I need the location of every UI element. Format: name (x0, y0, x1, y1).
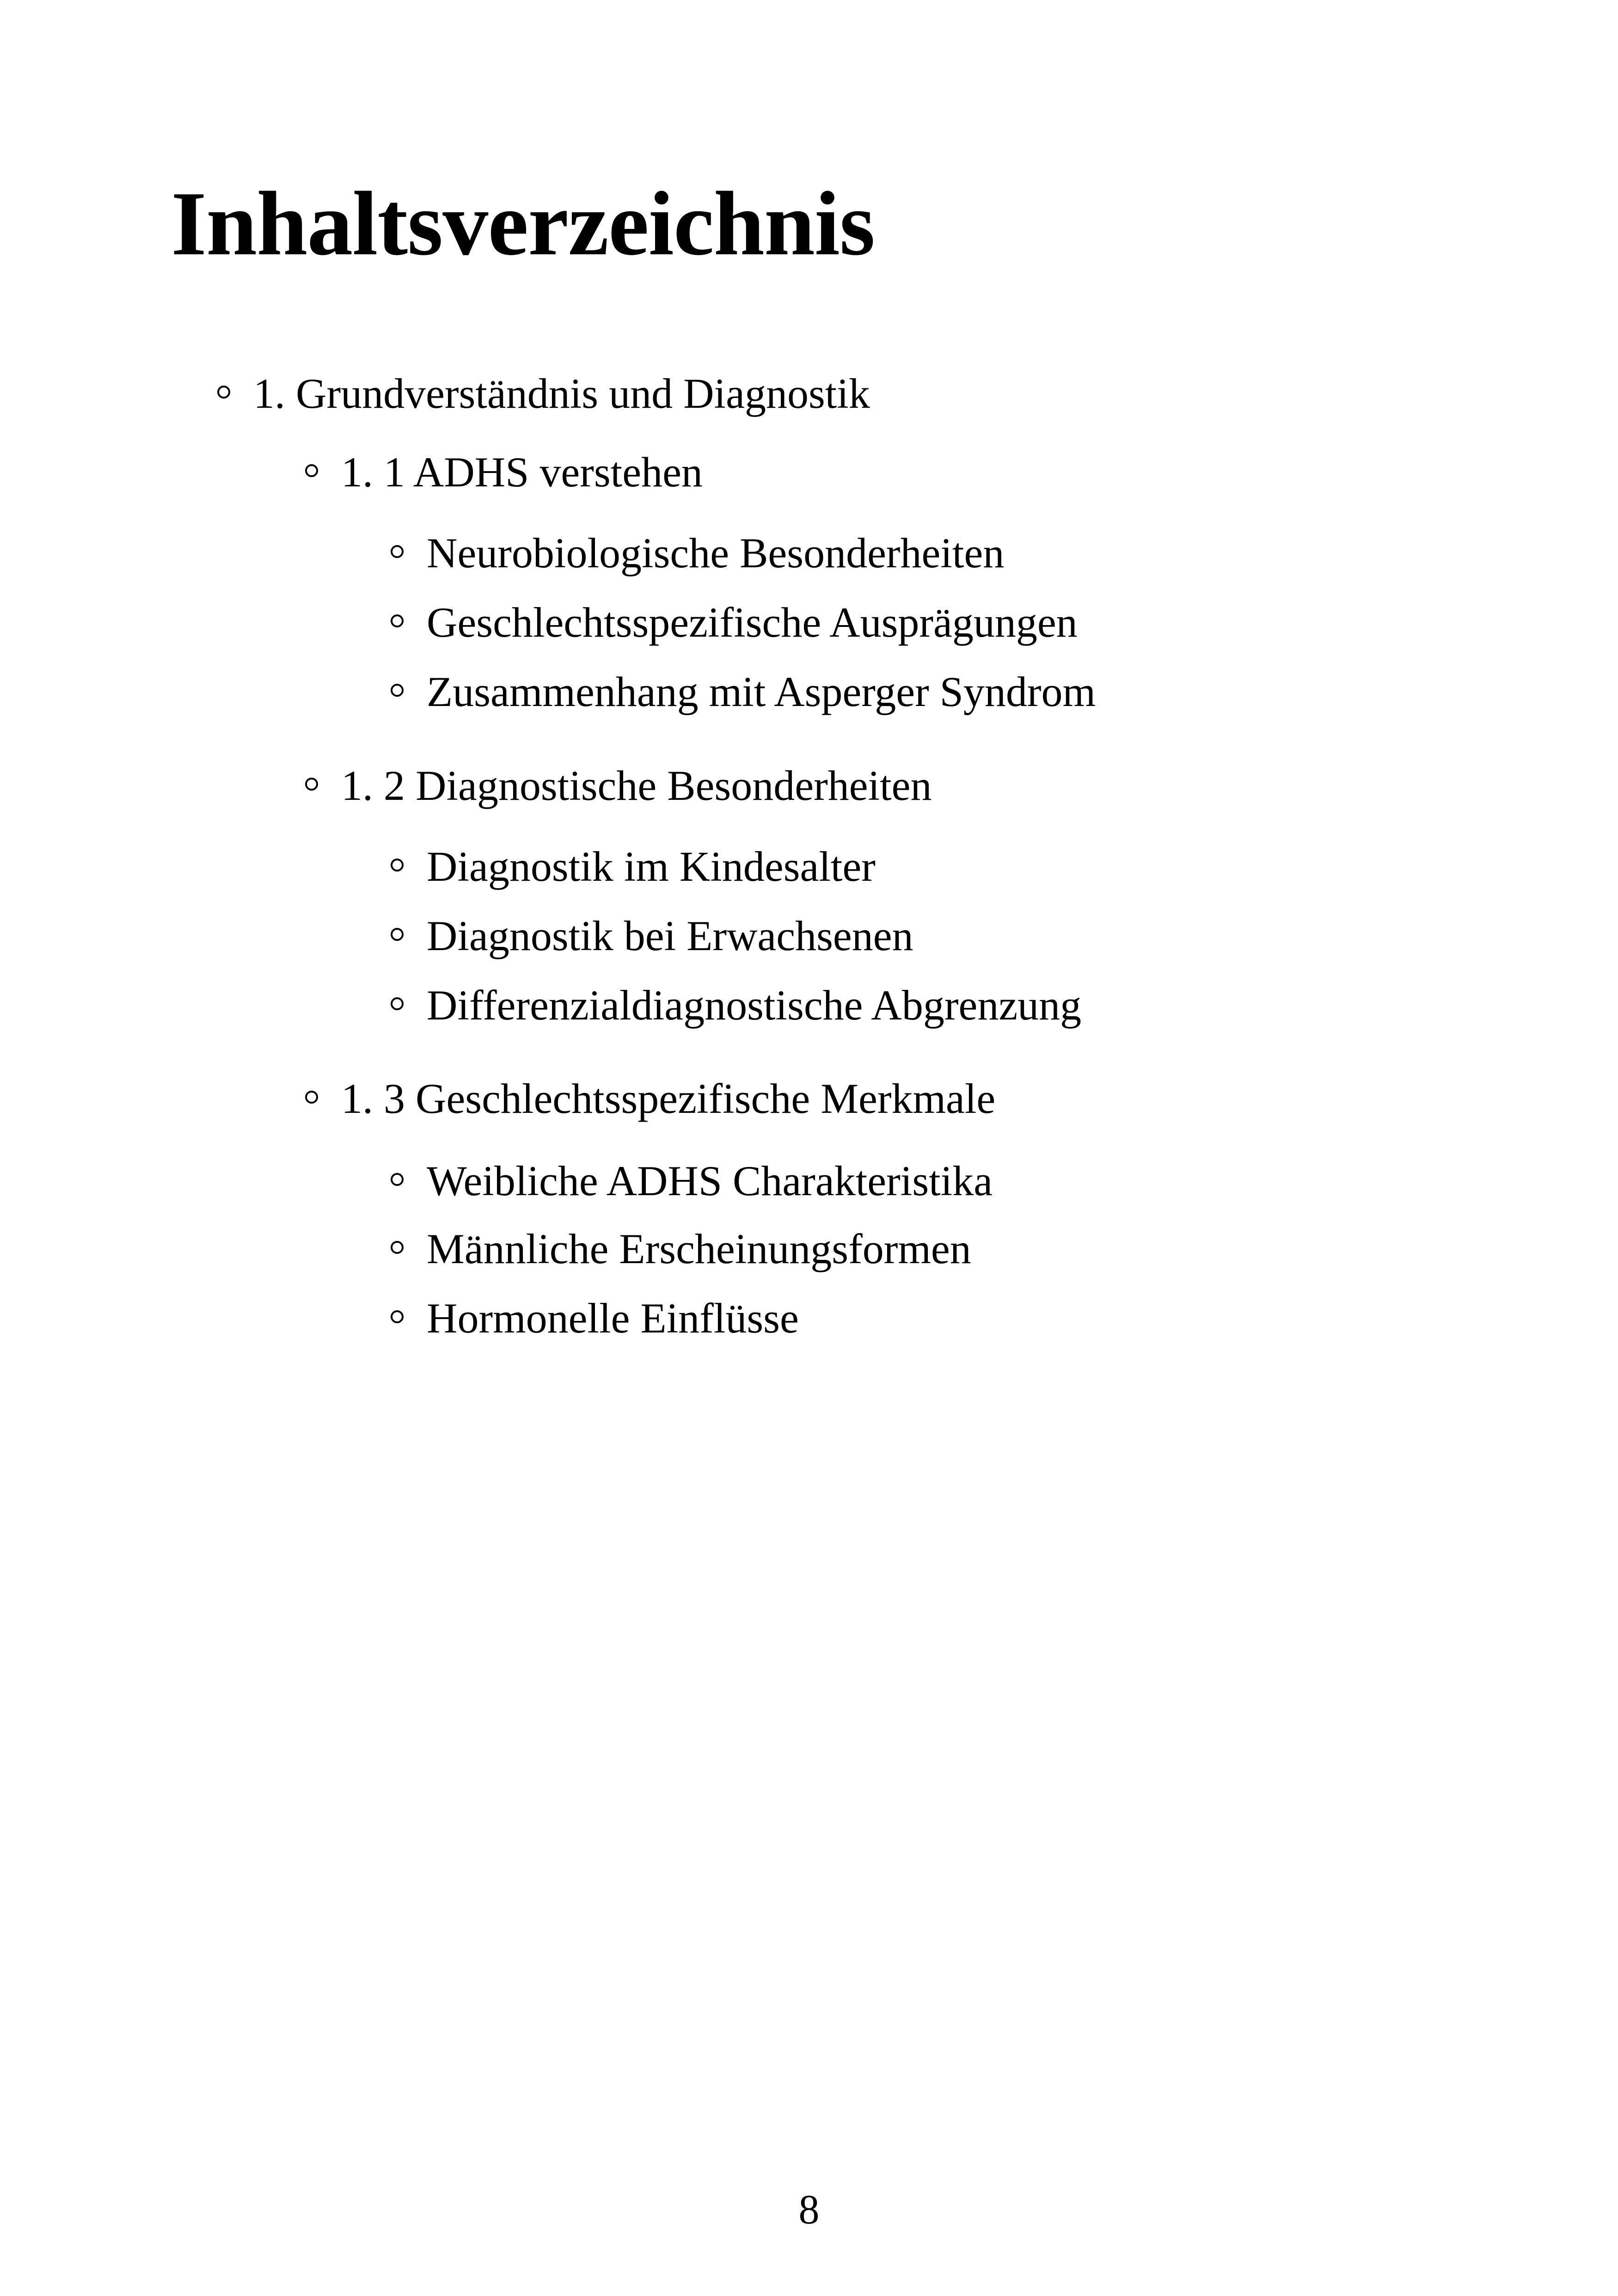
bullet-circle-icon (391, 1241, 404, 1254)
toc-item-label: Differenzialdiagnostische Abgrenzung (427, 982, 1082, 1029)
toc-item[interactable] (391, 845, 876, 888)
toc-item-label: Weibliche ADHS Charakteristika (427, 1157, 993, 1204)
page-title: Inhaltsverzeichnis (171, 173, 875, 274)
toc-item-label: Männliche Erscheinungsformen (427, 1225, 971, 1272)
toc-item[interactable] (391, 1225, 971, 1272)
toc-chapter-label: 1. Grundverständnis und Diagnostik (253, 370, 870, 417)
toc-item-label: Diagnostik im Kindesalter (427, 843, 876, 890)
toc-section-label: 1. 3 Geschlechtsspezifische Merkmale (341, 1075, 996, 1122)
toc-chapter-1[interactable] (217, 372, 870, 415)
bullet-circle-icon (391, 614, 404, 627)
toc-section-1-1[interactable] (305, 448, 703, 496)
bullet-circle-icon (305, 1091, 318, 1104)
bullet-circle-icon (391, 684, 404, 697)
toc-item-label: Zusammenhang mit Asperger Syndrom (427, 668, 1096, 715)
toc-item-label: Diagnostik bei Erwachsenen (427, 912, 913, 959)
toc-section-1-2[interactable] (305, 764, 932, 807)
bullet-circle-icon (391, 928, 404, 941)
toc-item[interactable] (391, 670, 1096, 713)
toc-section-1-3[interactable] (305, 1077, 995, 1120)
bullet-circle-icon (217, 386, 230, 399)
bullet-circle-icon (305, 778, 318, 791)
toc-item[interactable] (391, 982, 1082, 1029)
toc-item[interactable] (391, 1157, 993, 1204)
toc-section-label: 1. 2 Diagnostische Besonderheiten (341, 762, 932, 809)
toc-section-label: 1. 1 ADHS verstehen (341, 448, 703, 496)
bullet-circle-icon (305, 464, 318, 477)
toc-item[interactable] (391, 912, 913, 959)
bullet-circle-icon (391, 859, 404, 872)
toc-item-label: Geschlechtsspezifische Ausprägungen (427, 599, 1078, 646)
toc-item[interactable] (391, 529, 1005, 577)
bullet-circle-icon (391, 1173, 404, 1186)
page-number: 8 (798, 2187, 820, 2233)
toc-item[interactable] (391, 1295, 799, 1342)
bullet-circle-icon (391, 1310, 404, 1323)
toc-item-label: Hormonelle Einflüsse (427, 1295, 799, 1342)
toc-item[interactable] (391, 601, 1078, 644)
toc-item-label: Neurobiologische Besonderheiten (427, 529, 1005, 577)
bullet-circle-icon (391, 997, 404, 1010)
bullet-circle-icon (391, 545, 404, 558)
